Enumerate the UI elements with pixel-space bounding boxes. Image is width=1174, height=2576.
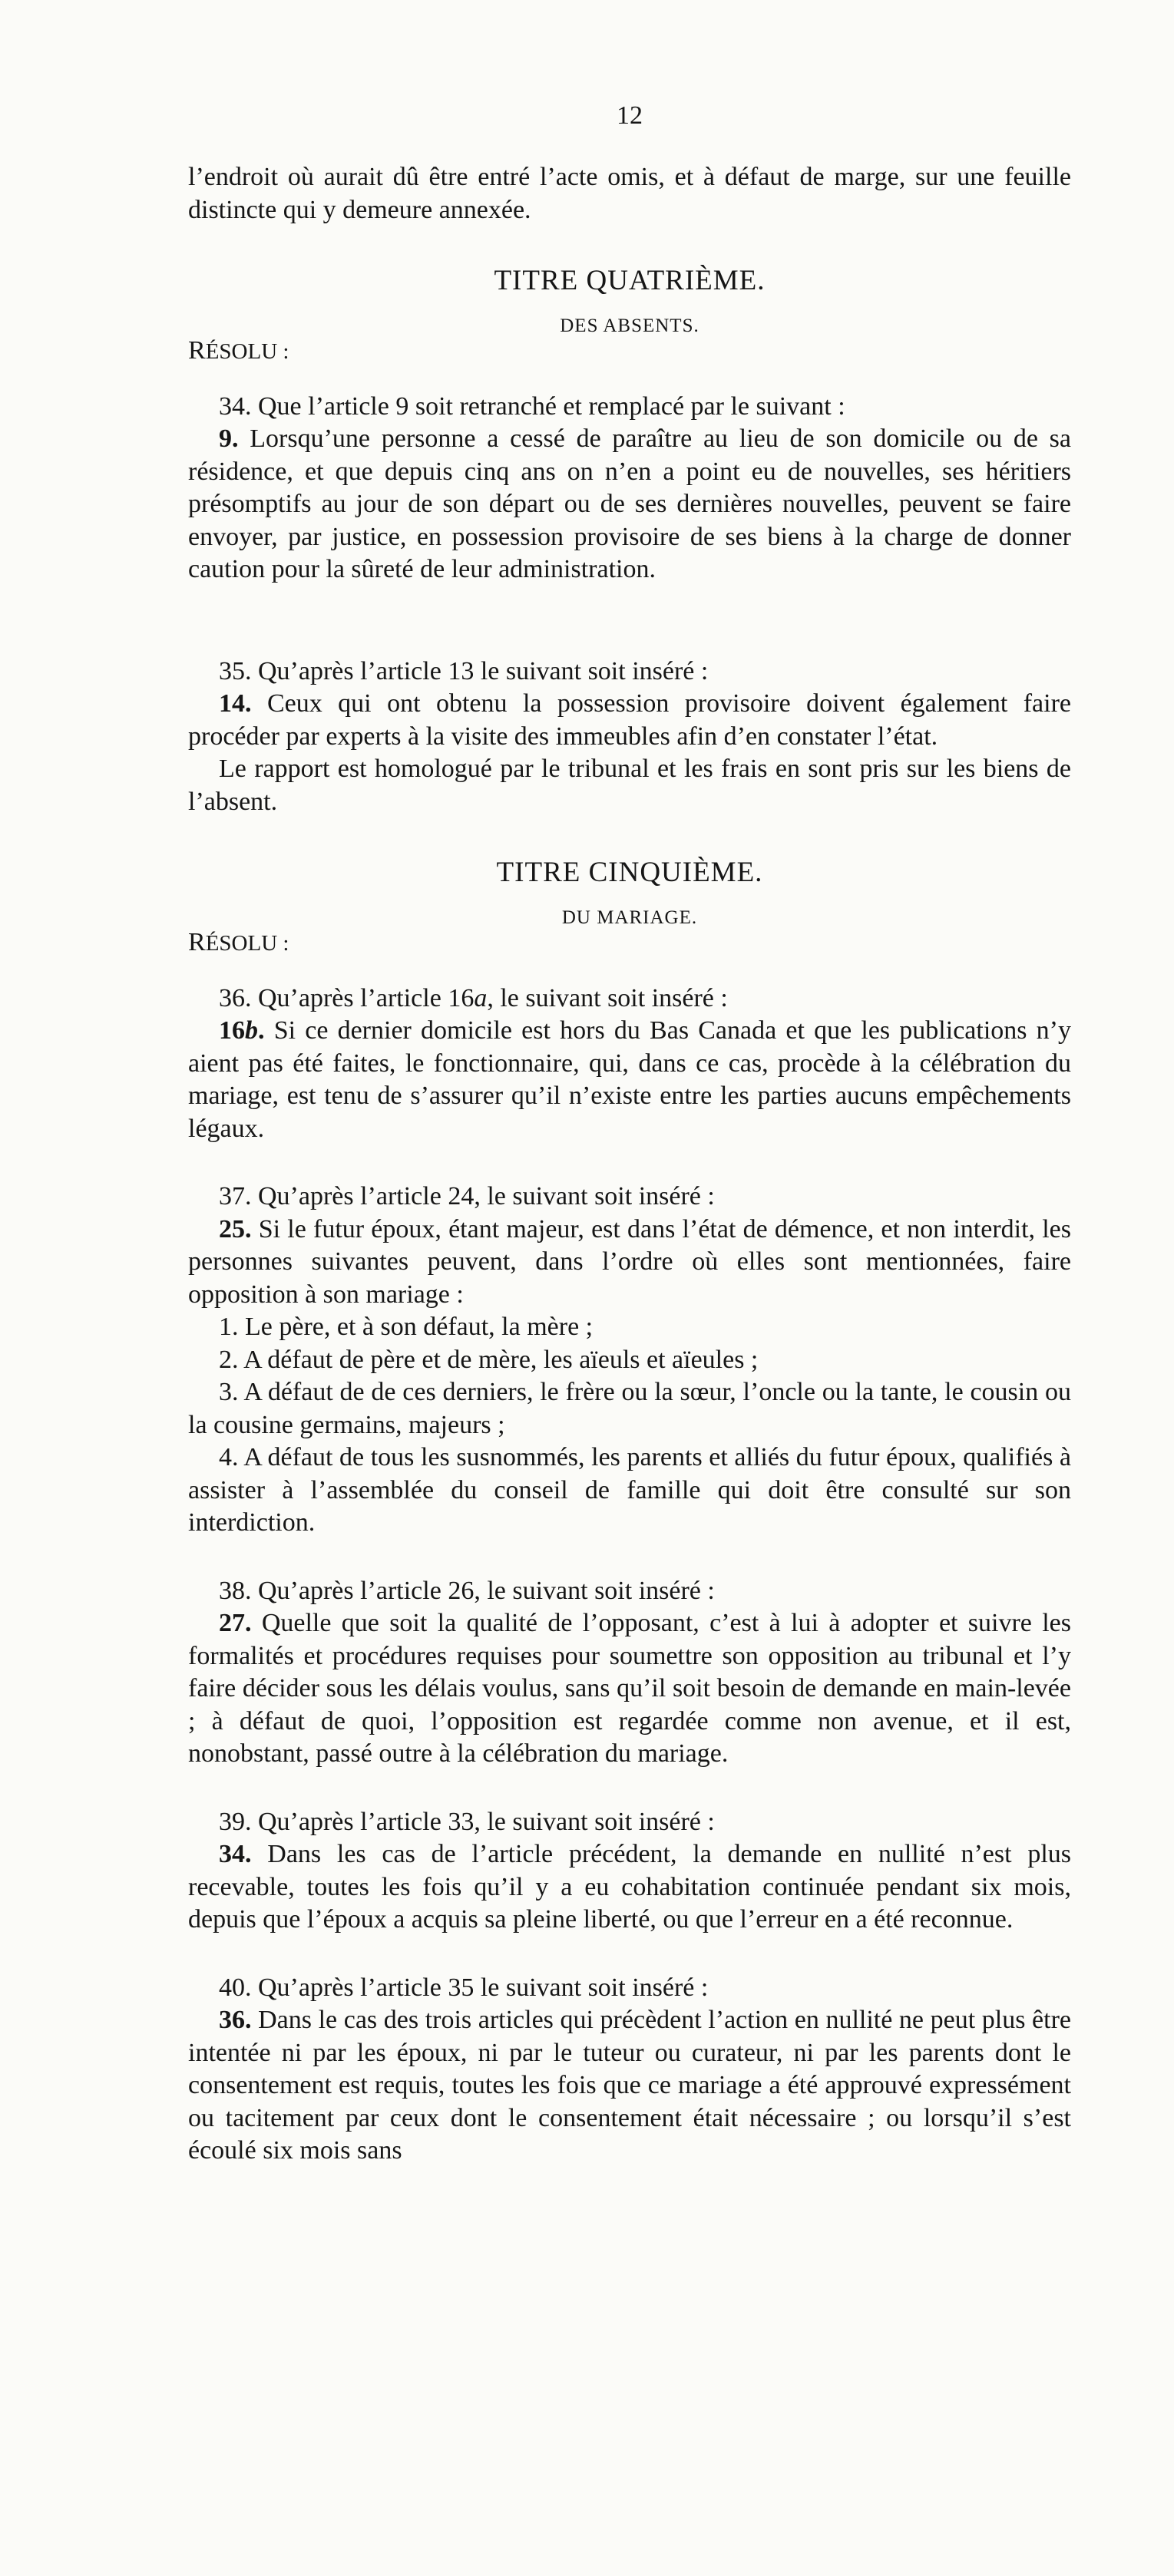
article-number: 27.: [219, 1609, 252, 1637]
article-number: 34.: [219, 1840, 252, 1868]
resolu-initial: R: [188, 335, 206, 365]
list-item: 1. Le père, et à son défaut, la mère ;: [219, 1313, 594, 1341]
article-9: [188, 423, 1071, 586]
intro-part: 36. Qu’après l’article 16: [219, 983, 475, 1012]
list-item: 2. A défaut de père et de mère, les aïeuls et aïeules ;: [219, 1345, 759, 1374]
des-absents-subheading: DES ABSENTS.: [560, 315, 699, 336]
article-16b: [188, 1015, 1071, 1145]
resolu-label: [188, 927, 1071, 956]
section-40: [188, 1972, 1071, 2168]
titre-cinquieme-heading: TITRE CINQUIÈME.: [496, 857, 763, 888]
section-34: [188, 391, 1071, 586]
section-intro: 34. Que l’article 9 soit retranché et remplacé par le suivant :: [219, 391, 845, 421]
article-number: 25.: [219, 1214, 252, 1243]
section-intro: 35. Qu’après l’article 13 le suivant soit inséré :: [219, 656, 709, 685]
article-text: Lorsqu’une personne a cessé de paraître au lieu de son domicile ou de sa résidence, et que depuis cinq ans on n’en a point eu de nouvelles, ses héritiers présomptifs au jour de son départ ou de ses dernières nouvelles, peuvent se faire envoyer, par justice, en possession provisoire de ses biens à la charge de donner caution pour la sûreté de leur administration.: [188, 424, 1072, 583]
resolu-label: [188, 335, 1071, 365]
article-27: [188, 1607, 1071, 1771]
section-intro: [188, 983, 1071, 1016]
section-intro: 40. Qu’après l’article 35 le suivant soit inséré :: [219, 1973, 709, 2002]
section-39: [188, 1806, 1071, 1937]
resolu-initial: R: [188, 927, 206, 956]
list-item: 4. A défaut de tous les susnommés, les parents et alliés du futur époux, qualifiés à assister à l’assemblée du conseil de famille qui doit être consulté sur son interdiction.: [188, 1443, 1071, 1537]
section-35: [188, 656, 1071, 819]
article-36: [188, 2004, 1071, 2168]
article-number-digits: 16: [219, 1016, 245, 1045]
intro-italic: a: [474, 983, 488, 1012]
section-38: [188, 1575, 1071, 1771]
continuation-paragraph: l’endroit où aurait dû être entré l’acte omis, et à défaut de marge, sur une feuille distincte qui y demeure annexée.: [188, 163, 1071, 224]
section-36: [188, 983, 1071, 1146]
article-number: 9.: [219, 424, 239, 453]
article-text: Ceux qui ont obtenu la possession provisoire doivent également faire procéder par experts à la visite des immeubles afin d’en constater l’état.: [188, 689, 1072, 751]
article-text: Quelle que soit la qualité de l’opposant, c’est à lui à adopter et suivre les formalités et procédures requises pour soumettre son opposition au tribunal et l’y faire décider sous les délais voulus, sans qu’il soit besoin de demande en main-levée ; à défaut de quoi, l’opposition est regardée comme non avenue, et il est, nonobstant, passé outre à la célébration du mariage.: [188, 1609, 1071, 1768]
article-number-dot: .: [258, 1016, 265, 1045]
section-intro: 39. Qu’après l’article 33, le suivant soit inséré :: [219, 1807, 715, 1836]
article-text: Si le futur époux, étant majeur, est dans l’état de démence, et non interdit, les personnes suivantes peuvent, dans l’ordre où elles sont mentionnées, faire opposition à son mariage :: [188, 1214, 1071, 1309]
article-34: [188, 1838, 1071, 1937]
article-text: Dans les cas de l’article précédent, la demande en nullité n’est plus recevable, toutes les fois qu’il y a eu cohabitation continuée pendant six mois, depuis que l’époux a acquis sa pleine liberté, ou que l’erreur en a été reconnue.: [188, 1840, 1072, 1934]
article-14: [188, 688, 1071, 753]
du-mariage-subheading: DU MARIAGE.: [561, 907, 698, 928]
article-number: 14.: [219, 689, 252, 718]
article-14-paragraph-2: Le rapport est homologué par le tribunal et les frais en sont pris sur les biens de l’absent.: [188, 755, 1071, 816]
titre-quatrieme-heading: TITRE QUATRIÈME.: [494, 265, 766, 296]
resolu-rest: ÉSOLU :: [205, 930, 289, 956]
document-page: [188, 100, 1071, 2479]
article-number: 36.: [219, 2006, 252, 2034]
section-37: [188, 1181, 1071, 1540]
section-intro: 38. Qu’après l’article 26, le suivant soit inséré :: [219, 1576, 715, 1605]
article-text: Si ce dernier domicile est hors du Bas Canada et que les publications n’y aient pas été faites, le fonctionnaire, qui, dans ce cas, procède à la célébration du mariage, est tenu de s’assurer qu’il n’existe entre les parties aucuns empêchements légaux.: [188, 1016, 1072, 1143]
resolu-rest: ÉSOLU :: [205, 339, 289, 364]
list-item: 3. A défaut de de ces derniers, le frère ou la sœur, l’oncle ou la tante, le cousin ou la cousine germains, majeurs ;: [188, 1378, 1071, 1439]
article-25: [188, 1214, 1071, 1312]
article-text: Dans le cas des trois articles qui précèdent l’action en nullité ne peut plus être intentée ni par les époux, ni par le tuteur ou curateur, ni par les parents dont le consentement est requis, toutes les fois que ce mariage a été approuvé expressément ou tacitement par ceux dont le consentement était nécessaire ; ou lorsqu’il s’est écoulé six mois sans: [188, 2006, 1072, 2165]
intro-part: , le suivant soit inséré :: [487, 983, 728, 1012]
article-number: [219, 1016, 265, 1045]
section-intro: 37. Qu’après l’article 24, le suivant soit inséré :: [219, 1182, 715, 1210]
article-number-letter: b: [245, 1016, 258, 1045]
page-number: 12: [617, 101, 643, 130]
